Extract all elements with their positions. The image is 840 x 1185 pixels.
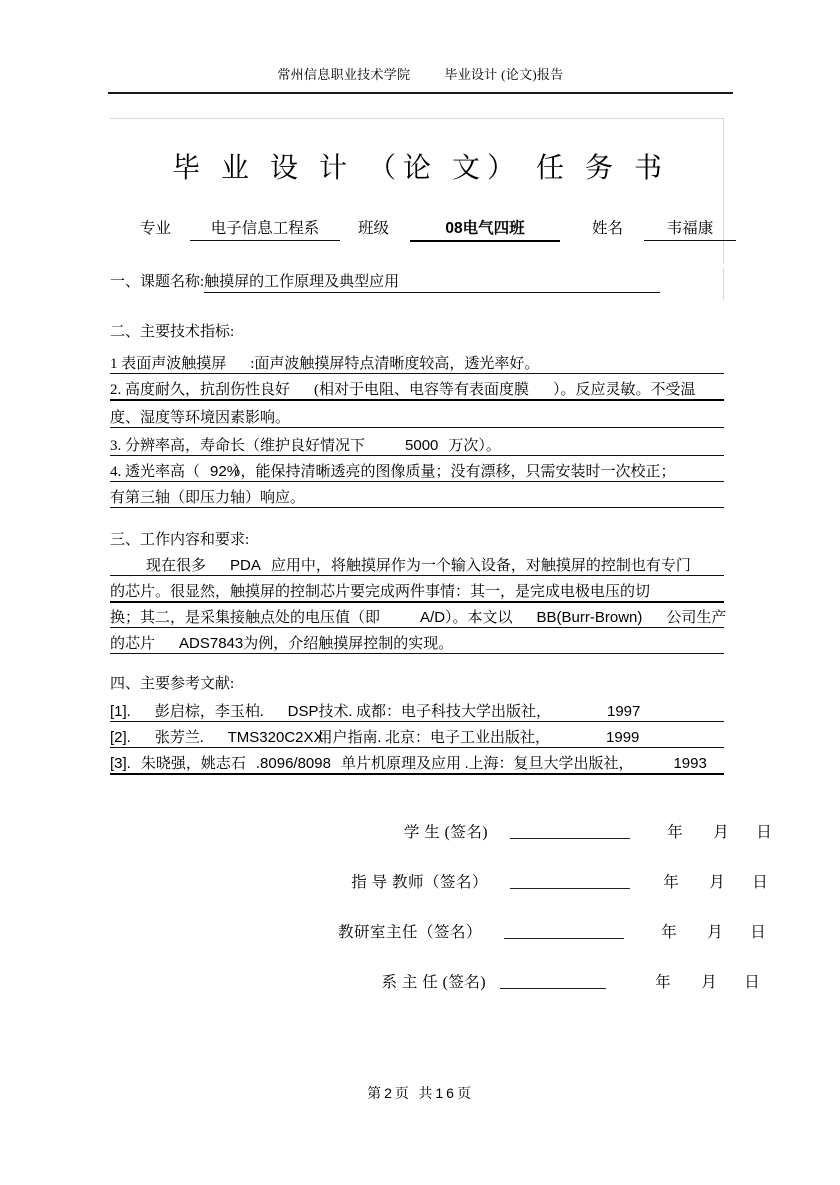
major-label: 专业 [140,220,172,237]
signature-blank-office-director[interactable] [504,923,624,939]
ref1-index: [1]. [110,703,131,720]
footer-current-page: 2 [384,1085,395,1101]
page-title: 毕 业 设 计 （论 文） 任 务 书 [171,153,669,184]
month-label-advisor: 月 [709,874,725,891]
month-label-office-director: 月 [707,924,723,941]
name-value: 韦福康 [644,216,736,241]
section3-line4-chip: ADS7843 [179,635,244,652]
ref3-title-cn: 单片机原理及应用 .上海：复旦大学出版社， [340,756,634,772]
ref1-title-cn: 技术. 成都：电子科技大学出版社， [318,704,551,720]
header-report-type: 毕业设计 (论文)报告 [444,67,564,82]
ref3-title-latin: .8096/8098 [255,755,331,772]
section2-line4-a: 4. 透光率高（ [110,464,201,480]
ref1-authors: 彭启棕，李玉柏. [154,704,264,720]
day-label-office-director: 日 [750,924,766,941]
signature-row-office-director [330,920,778,942]
section3-line1-pda: PDA [230,557,261,574]
ref1-year: 1997 [606,703,641,720]
year-label-office-director: 年 [661,924,677,941]
day-label-student: 日 [756,824,772,841]
footer-middle: 页 共 [394,1087,436,1102]
section2-line-4b: 有第三轴（即压力轴）响应。 [110,486,724,508]
section3-line4-c: 为例，介绍触摸屏控制的实现。 [243,636,454,652]
running-header [108,64,733,83]
class-value-text: 电气四班 [462,220,525,237]
section2-line1-b: :面声波触摸屏特点清晰度较高，透光率好。 [250,356,540,372]
section2-line1-a: 1 表面声波触摸屏 [110,356,227,372]
section3-line-1 [110,554,724,576]
section3-line3-e: 公司生产 [666,610,727,626]
section3-line1-a: 现在很多 [146,558,207,574]
section3-line3-ad: A/D [420,609,446,626]
signature-label-student: 学 生 (签名) [403,824,488,841]
section2-line2-a: 2. 高度耐久，抗刮伤性良好 [110,382,291,398]
year-label-advisor: 年 [663,874,679,891]
footer-suffix: 页 [456,1087,474,1102]
reference-item-2 [110,726,724,748]
section1-heading: 一、课题名称: [110,274,205,290]
section2-line2-c: ）。反应灵敏。不受温 [553,382,696,398]
section2-line3-a: 3. 分辨率高，寿命长（维护良好情况下 [110,438,366,454]
month-label-student: 月 [713,824,729,841]
section2-line-1 [110,352,724,374]
month-label-department-head: 月 [701,974,717,991]
year-label-department-head: 年 [655,974,671,991]
header-rule [108,92,733,94]
section2-heading: 二、主要技术指标: [110,324,235,340]
ref3-year: 1993 [673,755,707,772]
section2-line4-percent: 92% [210,463,241,480]
header-school: 常州信息职业技术学院 [277,67,411,82]
signature-blank-student[interactable] [510,823,630,839]
class-value-number: 08 [445,220,463,237]
section3-heading: 三、工作内容和要求: [110,532,250,548]
ref2-authors: 张芳兰. [154,730,204,746]
table-frame-right-upper [723,118,724,264]
class-label: 班级 [358,220,390,237]
reference-item-1 [110,700,724,722]
signature-blank-advisor[interactable] [510,873,630,889]
student-info-row [110,214,724,242]
section2-line3-number: 5000 [405,437,439,454]
signature-label-office-director: 教研室主任（签名） [337,924,482,941]
signature-row-department-head [340,970,772,992]
ref2-index: [2]. [110,729,131,746]
section4-heading: 四、主要参考文献: [110,676,235,692]
class-value [410,216,560,242]
section2-line2-b: (相对于电阻、电容等有表面度膜 [314,382,530,398]
major-value: 电子信息工程系 [190,216,340,241]
section1-row [110,270,724,293]
section2-line-4a [110,460,724,482]
signature-row-student [344,820,784,842]
section1-topic: 触摸屏的工作原理及典型应用 [204,270,660,293]
section3-line3-c: ）。本文以 [445,610,513,626]
section3-line-2: 的芯片。很显然，触摸屏的控制芯片要完成两件事情：其一，是完成电极电压的切 [110,580,724,603]
section3-line1-c: 应用中，将触摸屏作为一个输入设备，对触摸屏的控制也有专门 [270,558,691,574]
section2-line3-c: 万次）。 [448,438,501,454]
signature-blank-department-head[interactable] [500,973,606,989]
section3-line-3 [110,606,727,628]
signature-label-advisor: 指 导 教师（签名） [351,874,488,891]
section3-line4-a: 的芯片 [110,636,156,652]
name-label: 姓名 [592,220,624,237]
ref2-year: 1999 [606,729,640,746]
section3-line-4 [110,632,724,654]
section2-line-2a [110,378,724,401]
section2-line-3 [110,434,724,456]
ref3-authors: 朱晓强，姚志石 [140,756,246,772]
year-label-student: 年 [667,824,683,841]
signature-label-department-head: 系 主 任 (签名) [381,974,486,991]
section3-line3-bb: BB(Burr-Brown) [536,609,643,626]
day-label-advisor: 日 [752,874,768,891]
ref3-index: [3]. [110,755,131,772]
signature-row-advisor [330,870,780,892]
ref2-title-cn: 用户指南. 北京：电子工业出版社， [317,730,551,746]
footer-total-pages: 16 [435,1085,457,1101]
section2-line4-c: ），能保持清晰透亮的图像质量；没有漂移，只需安装时一次校正； [233,464,676,480]
table-frame-top [110,118,724,119]
ref1-title-latin: DSP [287,703,319,720]
day-label-department-head: 日 [744,974,760,991]
section3-line3-a: 换；其二，是采集接触点处的电压值（即 [110,610,381,626]
ref2-title-latin: TMS320C2XX [227,729,324,746]
page-footer [108,1083,733,1103]
footer-prefix: 第 [367,1087,385,1102]
reference-item-3 [110,752,724,775]
section2-line-2b: 度、湿度等环境因素影响。 [110,406,724,428]
